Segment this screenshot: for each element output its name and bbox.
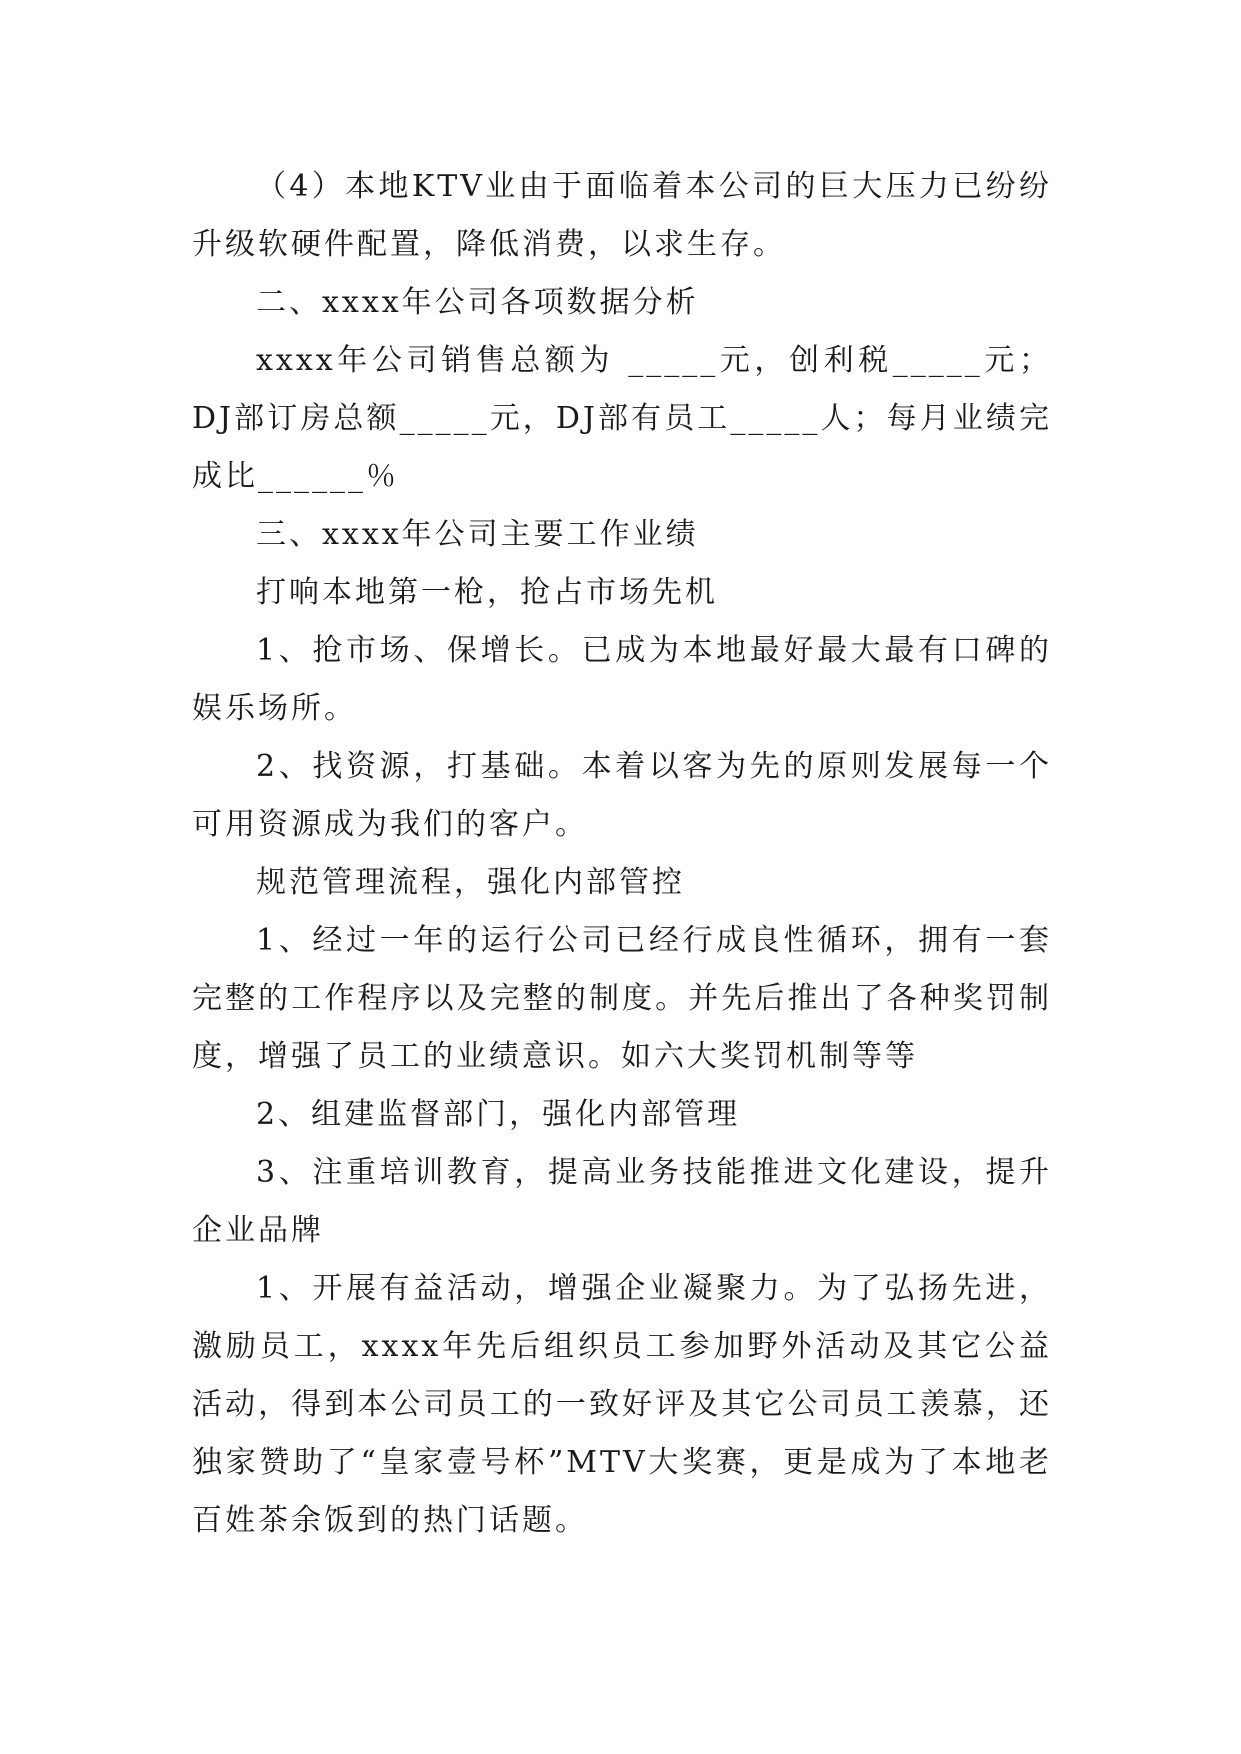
paragraph-ktv-pressure: （4）本地KTV业由于面临着本公司的巨大压力已纷纷升级软硬件配置，降低消费，以求生存。	[192, 169, 1052, 262]
subheading-market-first: 打响本地第一枪，抢占市场先机	[256, 575, 718, 610]
paragraph-market-growth: 1、抢市场、保增长。已成为本地最好最大最有口碑的娱乐场所。	[192, 633, 1052, 726]
paragraph-activities: 1、开展有益活动，增强企业凝聚力。为了弘扬先进，激励员工，xxxx年先后组织员工参加野外活动及其它公益活动，得到本公司员工的一致好评及其它公司员工羡慕，还独家赞助了“皇家壹号杯”MTV大奖赛，更是成为了本地老百姓茶余饭到的热门话题。	[192, 1271, 1052, 1538]
subheading-management: 规范管理流程，强化内部管控	[256, 865, 685, 900]
paragraph-operation-cycle: 1、经过一年的运行公司已经行成良性循环，拥有一套完整的工作程序以及完整的制度。并先后推出了各种奖罚制度，增强了员工的业绩意识。如六大奖罚机制等等	[192, 923, 1052, 1074]
section-heading-achievements: 三、xxxx年公司主要工作业绩	[256, 517, 699, 552]
section-heading-data-analysis: 二、xxxx年公司各项数据分析	[256, 285, 699, 320]
paragraph-resources: 2、找资源，打基础。本着以客为先的原则发展每一个可用资源成为我们的客户。	[192, 749, 1052, 842]
paragraph-training: 3、注重培训教育，提高业务技能推进文化建设，提升企业品牌	[192, 1155, 1052, 1248]
paragraph-supervision: 2、组建监督部门，强化内部管理	[256, 1097, 741, 1132]
paragraph-sales-figures: xxxx年公司销售总额为 _____元，创利税_____元；DJ部订房总额_____元，DJ部有员工_____人；每月业绩完成比______％	[192, 343, 1052, 494]
document-body	[192, 158, 1052, 1550]
